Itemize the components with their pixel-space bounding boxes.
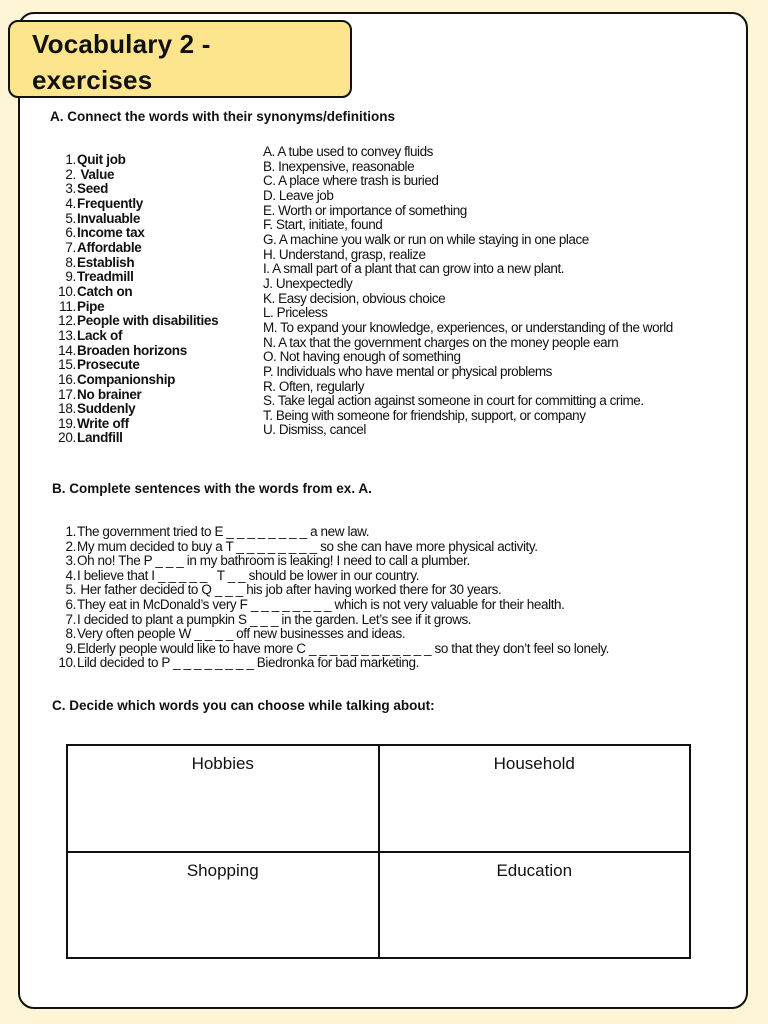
list-item: 3. Seed (65, 181, 109, 197)
title-banner (8, 20, 352, 98)
list-item: 8. Very often people W _ _ _ _ off new businesses and ideas. (65, 626, 406, 642)
topic-cell-household[interactable]: Household (379, 745, 691, 852)
topic-cell-shopping[interactable]: Shopping (67, 852, 379, 959)
list-item: 17. No brainer (58, 386, 142, 402)
list-item: 2. My mum decided to buy a T _ _ _ _ _ _ _ _ so she can have more physical activity. (65, 538, 538, 554)
list-item: 13. Lack of (58, 327, 123, 343)
list-item: 18. Suddenly (58, 401, 136, 417)
definition-item: H. Understand, grasp, realize (263, 246, 426, 262)
definition-item: M. To expand your knowledge, experiences, or understanding of the world (263, 319, 673, 335)
definition-item: D. Leave job (263, 187, 334, 203)
list-item: 5. Invaluable (65, 210, 141, 226)
definition-item: A. A tube used to convey fluids (263, 144, 433, 159)
list-item: 7. Affordable (65, 239, 142, 255)
definition-item: G. A machine you walk or run on while staying in one place (263, 231, 589, 247)
list-item: 3. Oh no! The P _ _ _ in my bathroom is leaking! I need to call a plumber. (65, 553, 470, 569)
list-item: 12. People with disabilities (58, 313, 219, 329)
definition-item: P. Individuals who have mental or physical problems (263, 363, 552, 379)
definition-item: I. A small part of a plant that can grow into a new plant. (263, 261, 565, 277)
list-item: 9. Elderly people would like to have more C _ _ _ _ _ _ _ _ _ _ _ _ so that they don’t feel so lonely. (65, 640, 610, 656)
list-item: 1. Quit job (65, 152, 126, 167)
list-item: 16. Companionship (58, 371, 176, 387)
definition-item: E. Worth or importance of something (263, 202, 467, 218)
definition-item: L. Priceless (263, 305, 328, 321)
list-item: 20. Landfill (58, 430, 123, 446)
list-item: 6. Income tax (65, 225, 145, 241)
definition-item: S. Take legal action against someone in court for committing a crime. (263, 393, 644, 409)
word-list (50, 153, 250, 446)
definition-list (263, 145, 718, 438)
sentence-list (50, 525, 730, 671)
list-item: 7. I decided to plant a pumpkin S _ _ _ in the garden. Let’s see if it grows. (65, 611, 472, 627)
list-item: 4. Frequently (65, 195, 144, 211)
definition-item: U. Dismiss, cancel (263, 422, 366, 438)
list-item: 15. Prosecute (58, 357, 140, 373)
definition-item: R. Often, regularly (263, 378, 364, 394)
definition-item: C. A place where trash is buried (263, 173, 439, 189)
definition-item: N. A tax that the government charges on the money people earn (263, 334, 619, 350)
list-item: 10. Lild decided to P _ _ _ _ _ _ _ _ Biedronka for bad marketing. (58, 655, 419, 671)
topics-table (66, 744, 691, 959)
section-a-heading: A. Connect the words with their synonyms/definitions (50, 109, 396, 124)
list-item: 5. Her father decided to Q _ _ _ his job after having worked there for 30 years. (65, 582, 502, 598)
definition-item: F. Start, initiate, found (263, 217, 383, 233)
section-b-heading: B. Complete sentences with the words from ex. A. (52, 481, 372, 496)
topic-cell-education[interactable]: Education (379, 852, 691, 959)
list-item: 9. Treadmill (65, 269, 134, 285)
list-item: 10. Catch on (58, 283, 133, 299)
topic-cell-hobbies[interactable]: Hobbies (67, 745, 379, 852)
list-item: 8. Establish (65, 254, 135, 270)
list-item: 1. The government tried to E _ _ _ _ _ _ _ _ a new law. (65, 524, 370, 539)
definition-item: K. Easy decision, obvious choice (263, 290, 446, 306)
definition-item: B. Inexpensive, reasonable (263, 158, 415, 174)
page-title: Vocabulary 2 - exercises (32, 29, 211, 95)
definition-item: O. Not having enough of something (263, 349, 461, 365)
section-c-heading: C. Decide which words you can choose while talking about: (52, 698, 435, 713)
list-item: 19. Write off (58, 415, 129, 431)
definition-item: J. Unexpectedly (263, 275, 353, 291)
list-item: 14. Broaden horizons (58, 342, 187, 358)
list-item: 6. They eat in McDonald’s very F _ _ _ _ _ _ _ _ which is not very valuable for their health. (65, 596, 565, 612)
definition-item: T. Being with someone for friendship, support, or company (263, 407, 586, 423)
list-item: 11. Pipe (59, 298, 105, 314)
list-item: 4. I believe that I _ _ _ _ _ T _ _ should be lower in our country. (65, 567, 420, 583)
list-item: 2. Value (65, 166, 115, 182)
